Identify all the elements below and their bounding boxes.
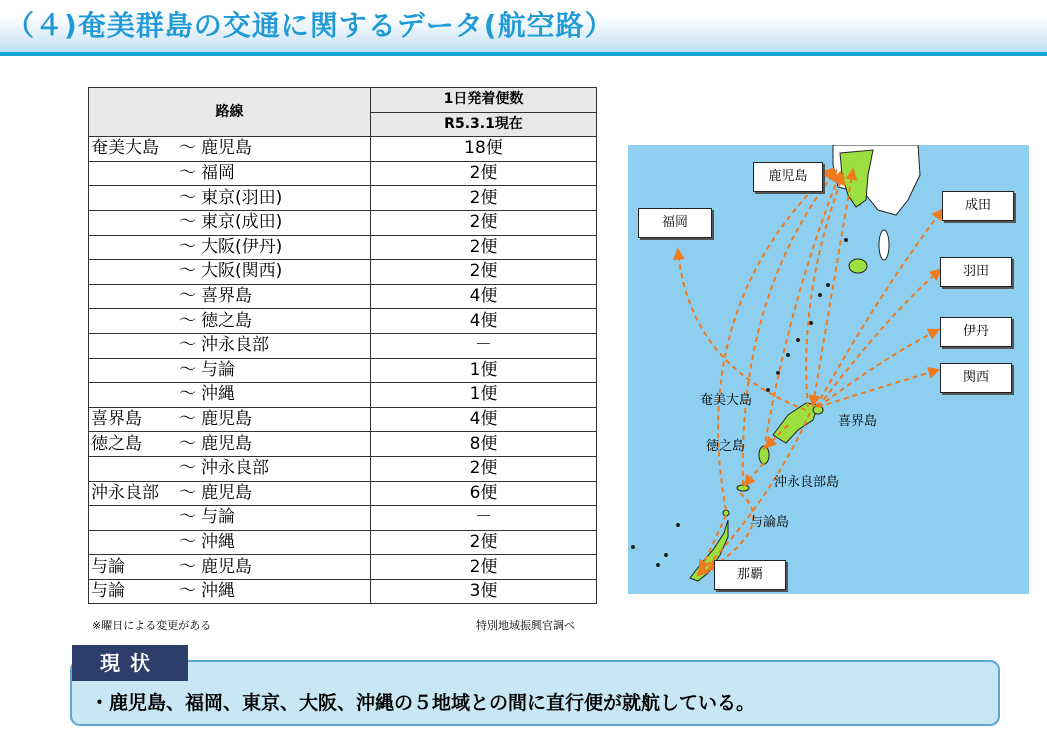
table-row (89, 210, 597, 235)
page-title: （４)奄美群島の交通に関するデータ(航空路） (6, 9, 614, 42)
route-tilde: ～ (179, 409, 196, 430)
route-lines (678, 169, 942, 575)
table-row (89, 407, 597, 432)
table-row (89, 579, 597, 604)
route-destination: 喜界島 (201, 286, 252, 307)
route-itami (818, 330, 938, 407)
table-row (89, 260, 597, 285)
header-route: 路線 (89, 88, 371, 137)
route-kansai (818, 370, 938, 407)
table-row (89, 530, 597, 555)
status-text: ・鹿児島、福岡、東京、大阪、沖縄の５地域との間に直行便が就航している。 (90, 692, 756, 714)
haneda-box: 羽田 (940, 257, 1012, 287)
route-destination: 沖縄 (201, 531, 235, 552)
route-tilde: ～ (179, 507, 196, 528)
route-cell (89, 506, 371, 531)
route-cell (89, 555, 371, 580)
route-tilde: ～ (179, 163, 196, 184)
route-tilde: ～ (179, 458, 196, 479)
itami-box: 伊丹 (940, 317, 1012, 347)
route-tilde: ～ (179, 187, 196, 208)
route-destination: 東京(成田) (201, 212, 283, 233)
table-row (89, 137, 597, 162)
route-cell (89, 210, 371, 235)
route-map (628, 145, 1029, 594)
route-tilde: ～ (179, 384, 196, 405)
route-kagoshima-2 (806, 175, 843, 407)
flight-count: 2便 (371, 260, 597, 285)
route-cell (89, 383, 371, 408)
route-kagoshima-5 (718, 169, 833, 510)
naha-box: 那覇 (714, 560, 786, 590)
okinoerabu-label: 沖永良部島 (774, 475, 840, 490)
route-destination: 東京(羽田) (201, 187, 283, 208)
route-fukuoka (678, 250, 806, 410)
route-haneda (818, 270, 940, 407)
route-destination: 福岡 (201, 163, 235, 184)
flight-count: 2便 (371, 210, 597, 235)
route-origin: 与論 (91, 581, 125, 602)
table-row (89, 284, 597, 309)
flight-count: 8便 (371, 432, 597, 457)
table-row (89, 432, 597, 457)
route-cell (89, 137, 371, 162)
flight-count: 1便 (371, 383, 597, 408)
amami-oshima-island (773, 403, 818, 443)
route-tilde: ～ (179, 482, 196, 503)
routes-body (89, 137, 597, 604)
route-origin: 奄美大島 (91, 138, 159, 159)
table-row (89, 506, 597, 531)
title-underline (0, 52, 1047, 56)
header-count: 1日発着便数 (371, 88, 597, 113)
narita-box: 成田 (942, 191, 1014, 221)
route-tilde: ～ (179, 236, 196, 257)
okinoerabu-island (737, 485, 749, 491)
route-cell (89, 432, 371, 457)
route-tilde: ～ (179, 581, 196, 602)
route-cell (89, 579, 371, 604)
status-header: 現状 (72, 645, 188, 681)
amami-label: 奄美大島 (700, 393, 753, 408)
route-tilde: ～ (179, 359, 196, 380)
route-origin: 喜界島 (91, 409, 142, 430)
route-cell (89, 481, 371, 506)
flight-count: 2便 (371, 456, 597, 481)
flight-count: 2便 (371, 530, 597, 555)
yakushima-island (849, 259, 867, 273)
note-left: ※曜日による変更がある (92, 619, 212, 632)
route-destination: 与論 (201, 507, 235, 528)
route-tilde: ～ (179, 531, 196, 552)
route-cell (89, 333, 371, 358)
table-row (89, 309, 597, 334)
route-tilde: ～ (179, 138, 196, 159)
route-cell (89, 186, 371, 211)
kikai-label: 喜界島 (838, 414, 878, 429)
route-cell (89, 358, 371, 383)
tanegashima-island (879, 230, 889, 260)
flight-count: 2便 (371, 555, 597, 580)
yoron-label: 与論島 (750, 515, 790, 530)
route-destination: 沖縄 (201, 581, 235, 602)
table-row (89, 235, 597, 260)
route-tilde: ～ (179, 286, 196, 307)
table-row (89, 358, 597, 383)
route-origin: 徳之島 (91, 433, 142, 454)
tokuno-label: 徳之島 (706, 439, 746, 454)
flight-count: 6便 (371, 481, 597, 506)
route-tilde: ～ (179, 261, 196, 282)
route-tilde: ～ (179, 212, 196, 233)
route-destination: 沖永良部 (201, 458, 269, 479)
flight-count: 2便 (371, 186, 597, 211)
table-row (89, 333, 597, 358)
fukuoka-box: 福岡 (638, 208, 712, 238)
route-destination: 鹿児島 (201, 482, 252, 503)
kagoshima-box: 鹿児島 (753, 162, 823, 192)
kansai-box: 関西 (940, 363, 1012, 393)
route-destination: 大阪(伊丹) (201, 236, 283, 257)
note-right: 特別地域振興官調べ (476, 619, 575, 632)
kagoshima-highlight (840, 150, 873, 207)
route-cell (89, 260, 371, 285)
title-bar (0, 0, 1047, 52)
route-origin: 沖永良部 (91, 482, 159, 503)
route-destination: 鹿児島 (201, 409, 252, 430)
flight-count: 4便 (371, 284, 597, 309)
flight-count: 18便 (371, 137, 597, 162)
table-row (89, 481, 597, 506)
route-cell (89, 407, 371, 432)
route-tilde: ～ (179, 433, 196, 454)
route-destination: 鹿児島 (201, 556, 252, 577)
table-row (89, 161, 597, 186)
route-origin: 与論 (91, 556, 125, 577)
flight-count: 4便 (371, 407, 597, 432)
flight-count: － (371, 333, 597, 358)
flight-count: 1便 (371, 358, 597, 383)
kikai-island (813, 406, 823, 414)
route-cell (89, 456, 371, 481)
route-tilde: ～ (179, 310, 196, 331)
route-cell (89, 284, 371, 309)
route-tokuno-erabu (745, 463, 764, 485)
route-cell (89, 530, 371, 555)
route-cell (89, 161, 371, 186)
route-tilde: ～ (179, 335, 196, 356)
route-cell (89, 309, 371, 334)
flight-count: 4便 (371, 309, 597, 334)
route-destination: 鹿児島 (201, 138, 252, 159)
table-row (89, 555, 597, 580)
route-cell (89, 235, 371, 260)
header-date: R5.3.1現在 (371, 112, 597, 137)
flight-count: 2便 (371, 161, 597, 186)
route-destination: 鹿児島 (201, 433, 252, 454)
route-tilde: ～ (179, 556, 196, 577)
routes-table (88, 87, 597, 604)
route-destination: 沖縄 (201, 384, 235, 405)
route-destination: 徳之島 (201, 310, 252, 331)
route-destination: 大阪(関西) (201, 261, 283, 282)
flight-count: － (371, 506, 597, 531)
table-row (89, 383, 597, 408)
table-row (89, 456, 597, 481)
route-destination: 沖永良部 (201, 335, 269, 356)
table-row (89, 186, 597, 211)
flight-count: 2便 (371, 235, 597, 260)
flight-count: 3便 (371, 579, 597, 604)
route-destination: 与論 (201, 359, 235, 380)
